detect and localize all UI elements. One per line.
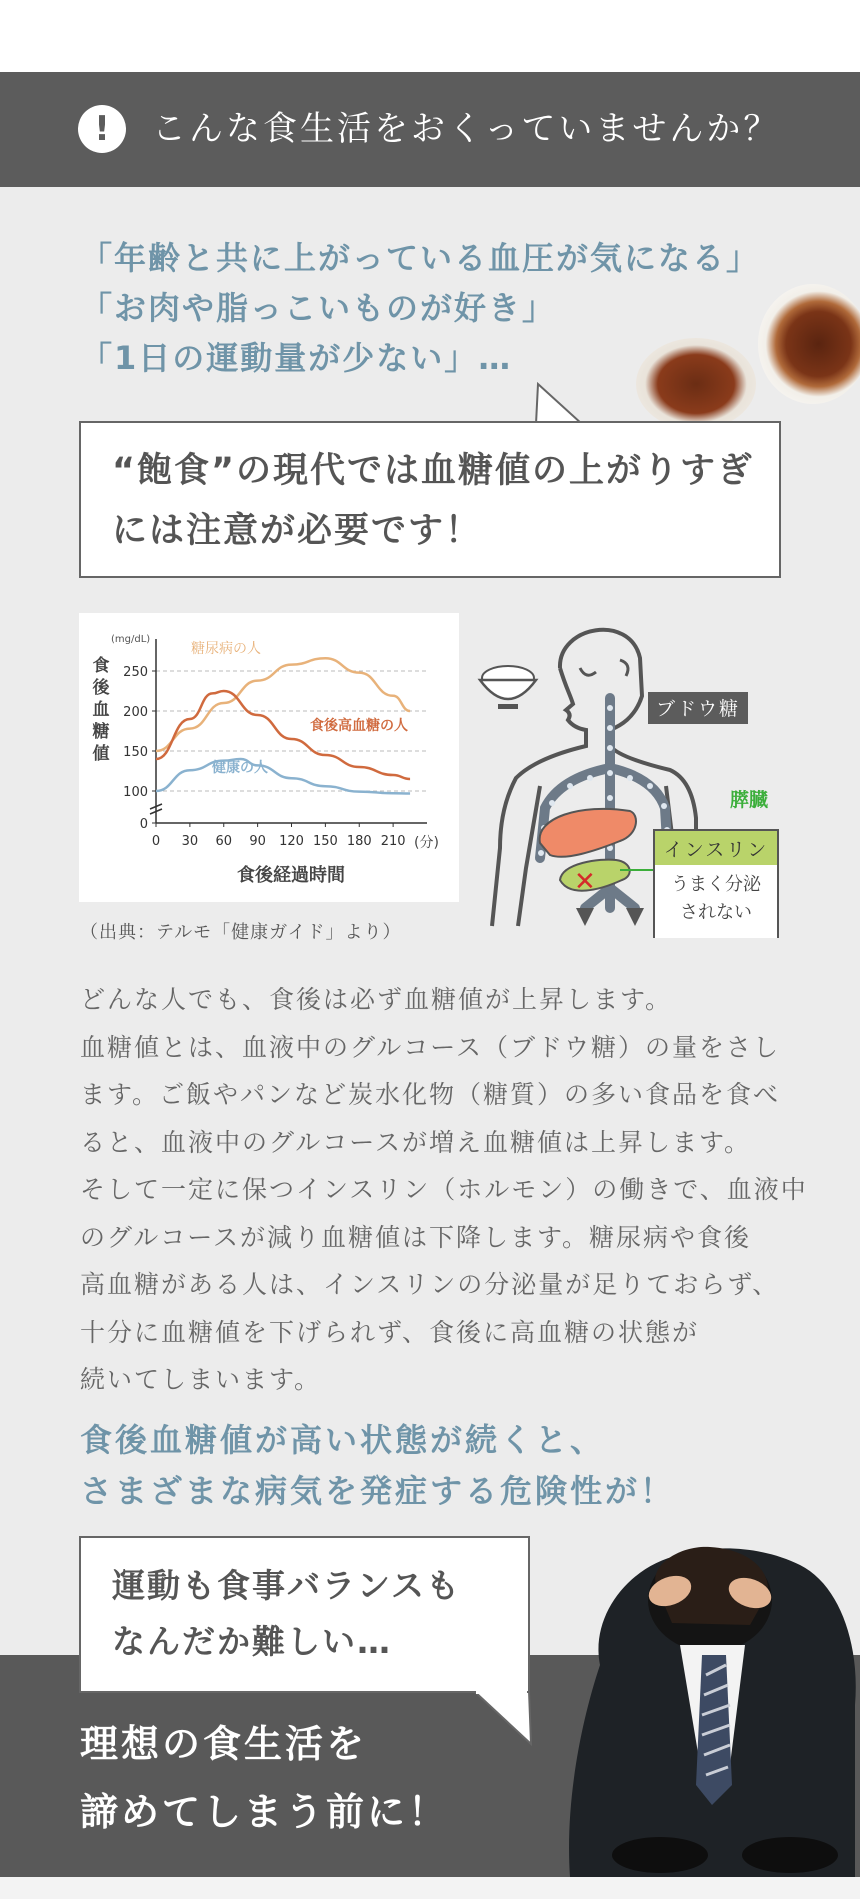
closed-eye-icon <box>580 668 596 675</box>
body-line: ると、血液中のグルコースが増え血糖値は上昇します。 <box>80 1127 752 1157</box>
bubble-line-1: 運動も食事バランスも <box>112 1566 462 1605</box>
arrow-down-left-icon <box>576 908 594 926</box>
body-line: 続いてしまいます。 <box>80 1365 322 1394</box>
body-line: どんな人でも、食後は必ず血糖値が上昇します。 <box>80 985 673 1014</box>
body-diagram <box>470 608 790 938</box>
callout-line-2: には注意が必要です！ <box>112 511 483 551</box>
quote-2: 「お肉や脂っこいものが好き」 <box>80 289 557 327</box>
y-tick-label: 150 <box>123 745 148 760</box>
ear-icon <box>620 660 628 676</box>
y-tick-label: 200 <box>123 705 148 720</box>
blood-glucose-chart <box>79 613 459 902</box>
quote-1: 「年齢と共に上がっている血圧が気になる」 <box>80 239 761 277</box>
body-line: 血糖値とは、血液中のグルコース（ブドウ糖）の量をさし <box>80 1032 781 1062</box>
body-line: そして一定に保つインスリン（ホルモン）の働きで、血液中 <box>80 1175 808 1204</box>
cross-mark-icon: ✕ <box>574 867 596 897</box>
series-label-healthy: 健康の人 <box>212 760 268 776</box>
insulin-note-2: されない <box>680 902 752 923</box>
x-tick-label: 150 <box>312 834 338 849</box>
x-tick-label: 180 <box>346 834 372 849</box>
exclamation-icon: ! <box>78 105 126 153</box>
y-axis-title-text: 食後血糖値 <box>92 656 110 764</box>
y-unit-label: (mg/dL) <box>111 634 151 645</box>
body-line: 高血糖がある人は、インスリンの分泌量が足りておらず、 <box>80 1270 780 1299</box>
x-tick-label: 30 <box>181 834 199 849</box>
series-label-diabetes: 糖尿病の人 <box>191 641 261 657</box>
y-tick-label: 100 <box>123 785 148 800</box>
x-tick-label: 90 <box>249 834 266 849</box>
bottom-line-1: 理想の食生活を <box>80 1722 368 1766</box>
footer-strip <box>0 1877 860 1899</box>
alert-line-2: さまざまな病気を発症する危険性が！ <box>80 1472 676 1510</box>
insulin-note-1: うまく分泌 <box>671 874 761 895</box>
body-line: のグルコースが減り血糖値は下降します。糖尿病や食後 <box>80 1222 752 1252</box>
stew-bowl-photo <box>758 284 860 404</box>
body-line: ます。ご飯やパンなど炭水化物（糖質）の多い食品を食べ <box>80 1080 781 1109</box>
y-axis-title <box>92 655 111 764</box>
arrow-down-right-icon <box>626 908 644 926</box>
source-note: （出典：テルモ「健康ガイド」より） <box>80 922 402 943</box>
y-tick-label: 250 <box>123 665 148 680</box>
alert-line-1: 食後血糖値が高い状態が続くと、 <box>80 1421 606 1459</box>
stressed-businessman-photo <box>560 1505 860 1877</box>
bottom-line-2: 諦めてしまう前に！ <box>80 1790 450 1834</box>
callout-line-1: “飽食”の現代では血糖値の上がりすぎ <box>112 451 755 491</box>
quote-3: 「1日の運動量が少ない」… <box>80 339 513 377</box>
x-tick-label: 0 <box>151 834 161 849</box>
rice-bowl-icon <box>480 666 536 709</box>
y-tick-label: 0 <box>139 817 148 832</box>
liver-organ <box>540 809 636 857</box>
callout-tail <box>534 382 584 426</box>
glucose-label: ブドウ糖 <box>655 698 741 720</box>
body-line: 十分に血糖値を下げられず、食後に高血糖の状態が <box>80 1317 700 1347</box>
x-axis-title: 食後経過時間 <box>237 865 345 886</box>
x-tick-label: 60 <box>215 834 233 849</box>
x-tick-label: 210 <box>380 834 406 849</box>
x-tick-label: 120 <box>279 834 304 849</box>
insulin-label: インスリン <box>663 839 769 861</box>
x-unit-label: (分) <box>414 835 439 851</box>
series-label-hyperglycemia: 食後高血糖の人 <box>310 718 408 734</box>
soup-bowl-photo <box>636 338 756 430</box>
pancreas-label: 膵臓 <box>730 789 769 811</box>
bubble-line-2: なんだか難しい… <box>112 1622 392 1661</box>
header-title: こんな食生活をおくっていませんか？ <box>152 109 781 149</box>
